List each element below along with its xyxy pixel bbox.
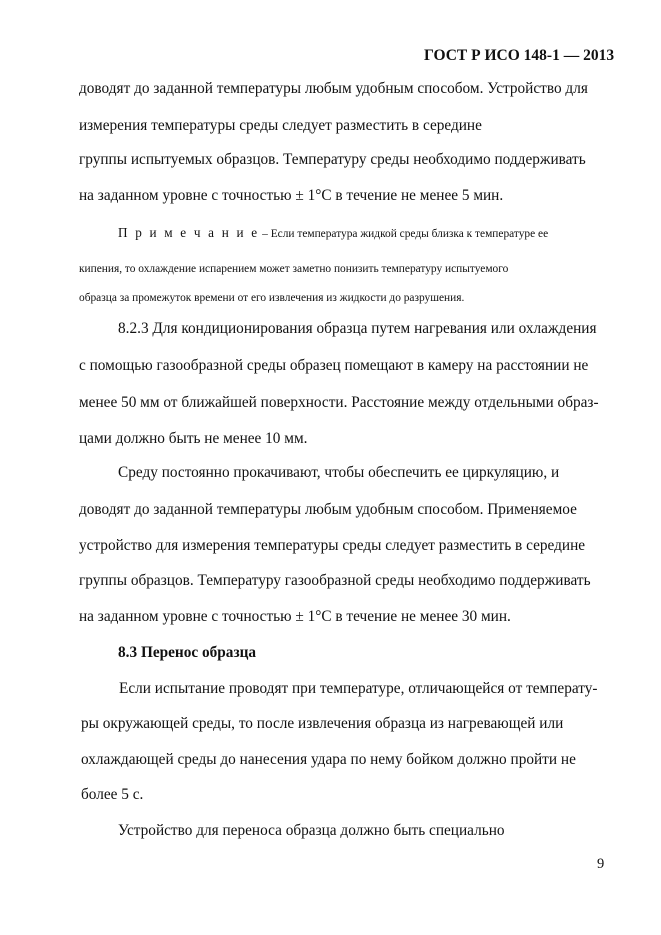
text-line: измерения температуры среды следует разместить в середине [79,117,482,134]
note-text: Если температура жидкой среды близка к температуре ее [270,228,549,240]
note-first-line [118,224,548,242]
note-line: образца за промежуток времени от его извлечения из жидкости до разрушения. [79,292,465,304]
text-line: группы образцов. Температуру газообразной среды необходимо поддерживать [79,572,591,589]
text-line: доводят до заданной температуры любым удобным способом. Устройство для [79,80,588,97]
note-label: П р и м е ч а н и е [118,225,260,240]
text-line: менее 50 мм от ближайшей поверхности. Расстояние между отдельными образ- [79,394,599,411]
text-line: 8.2.3 Для кондиционирования образца путем нагревания или охлаждения [118,320,597,337]
text-line: цами должно быть не менее 10 мм. [79,430,308,447]
text-line: на заданном уровне с точностью ± 1°С в течение не менее 30 мин. [79,608,511,625]
document-header: ГОСТ Р ИСО 148-1 — 2013 [424,47,615,64]
section-heading: 8.3 Перенос образца [118,644,257,661]
text-line: Среду постоянно прокачивают, чтобы обеспечить ее циркуляцию, и [118,464,560,481]
text-line: охлаждающей среды до нанесения удара по нему бойком должно пройти не [81,751,576,768]
text-line: группы испытуемых образцов. Температуру среды необходимо поддерживать [79,151,586,168]
text-line: на заданном уровне с точностью ± 1°С в течение не менее 5 мин. [79,187,504,204]
text-line: доводят до заданной температуры любым удобным способом. Применяемое [79,501,577,518]
text-line: Если испытание проводят при температуре, отличающейся от температу- [119,680,598,697]
text-line: более 5 с. [81,786,144,803]
page-number: 9 [597,856,605,872]
text-line: ры окружающей среды, то после извлечения образца из нагревающей или [81,715,564,732]
text-line: Устройство для переноса образца должно быть специально [118,822,505,839]
note-line: кипения, то охлаждение испарением может заметно понизить температуру испытуемого [79,263,509,275]
text-line: устройство для измерения температуры среды следует разместить в середине [79,537,586,554]
text-line: с помощью газообразной среды образец помещают в камеру на расстоянии не [79,357,589,374]
note-dash: – [259,228,271,240]
